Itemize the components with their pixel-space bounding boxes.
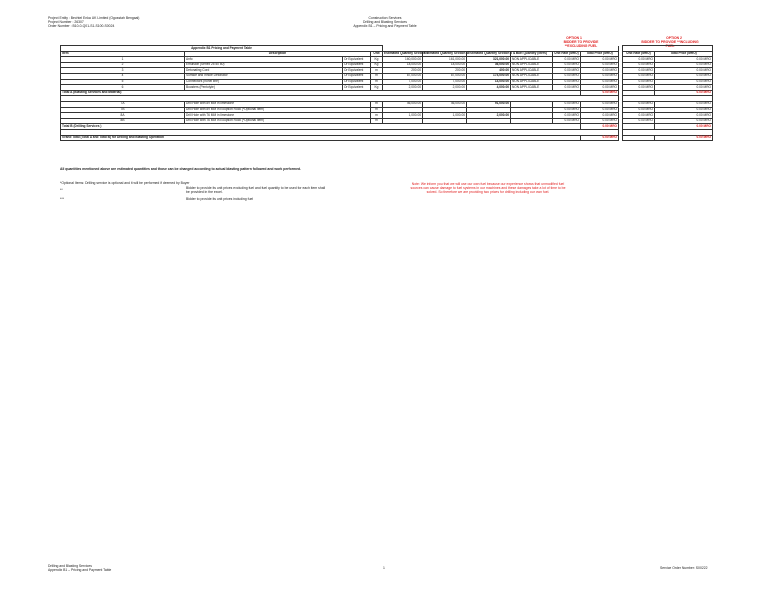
row-unit: m [371, 79, 383, 85]
row-unit: Kg [371, 85, 383, 91]
row-total-2: 0.00 MRO [655, 107, 713, 113]
col-unit: Unit [371, 51, 383, 57]
table-caption: Appendix B1 Pricing and Payment Table [61, 46, 383, 52]
row-fuel: NON APPLICABLE [511, 79, 553, 85]
row-unit: m [371, 101, 383, 107]
row-item: 3 [61, 68, 185, 74]
row-qty-s4: 7,000.00 [423, 79, 467, 85]
row-rate-2: 0.00 MRO [623, 73, 655, 79]
row-qty-s2: 87,000.00 [383, 73, 423, 79]
row-total-2: 0.00 MRO [655, 101, 713, 107]
row-qty-s4: 18,000.00 [423, 62, 467, 68]
row-unit: m [371, 107, 383, 113]
note-optional-items: *Optional Items: Drilling service is optional and it will be performed if deemed by Buyer [60, 181, 190, 185]
row-qty-s2: 160,000.00 [383, 57, 423, 63]
row-description: Connectors (nonel line) [185, 79, 343, 85]
page-number: 1 [383, 566, 385, 570]
order-number: Order Number : B10-0-Q01-S1-S100-S0024 [48, 24, 115, 28]
footer-subtitle: Appendix B1 – Pricing and Payment Table [48, 568, 112, 572]
row-item: 8A [61, 113, 185, 119]
option-1-title: OPTION 1 [566, 36, 582, 40]
row-description: Emulsion (Senex 25 50 60) [185, 62, 343, 68]
row-rate-2: 0.00 MRO [623, 107, 655, 113]
row-rate-2: 0.00 MRO [623, 68, 655, 74]
row-rate-1: 0.00 MRO [553, 118, 581, 124]
row-equivalent: Or Equivalent [343, 85, 371, 91]
note-3-mark: *** [60, 197, 64, 201]
option-2-subtitle: BIDDER TO PROVIDE **INCLUDING FUEL [641, 40, 699, 48]
row-qty-s4: 46,000.00 [423, 101, 467, 107]
row-item: 7B [61, 107, 185, 113]
row-qty-s24: 2,000.00 [467, 113, 511, 119]
footer-order-number: Service Order Number: S00222 [660, 566, 708, 570]
row-fuel: NON APPLICABLE [511, 73, 553, 79]
row-rate-1: 0.00 MRO [553, 62, 581, 68]
col-qty-s24: Estimated Quantity Section 2 & 4 [468, 51, 518, 56]
row-rate-1: 0.00 MRO [553, 79, 581, 85]
row-total-1: 0.00 MRO [581, 113, 619, 119]
row-qty-s4: 200.00 [423, 68, 467, 74]
total-a-price-2: 0.00 MRO [655, 90, 713, 96]
row-qty-s24: 174,000.00 [467, 73, 511, 79]
row-qty-s2: 200.00 [383, 68, 423, 74]
option-1-subtitle: BIDDER TO PROVIDE **EXCLUDING FUEL [563, 40, 599, 48]
row-fuel: NON APPLICABLE [511, 57, 553, 63]
col-total-1: Total Price (MRO) [581, 51, 619, 57]
row-equivalent: Or Equivalent [343, 62, 371, 68]
grand-total-label: Grand Total (Total A and Total B) for Drilling and Blasting Operation [61, 135, 581, 141]
row-item: 4 [61, 73, 185, 79]
row-fuel: NON APPLICABLE [511, 85, 553, 91]
note-quantities: All quantities mentioned above are estimated quantities and those can be changed according to actual blasting pattern followed and work performed. [60, 167, 301, 171]
project-entity: Project Entity : Bechtel Enka UK Limited (Ogosstah Bengaal) [48, 16, 140, 20]
total-b-label: Total B (Drilling Services ) [61, 124, 581, 130]
row-rate-2: 0.00 MRO [623, 85, 655, 91]
col-description: Description [185, 51, 371, 57]
row-total-2: 0.00 MRO [655, 68, 713, 74]
row-description: Drill Hole with 76 MM in limestone [185, 113, 371, 119]
row-qty-s2: 2,000.00 [383, 85, 423, 91]
row-description: Detonating Cord [185, 68, 343, 74]
row-total-1: 0.00 MRO [581, 73, 619, 79]
total-b-price-2: 0.00 MRO [655, 124, 713, 130]
row-total-1: 0.00 MRO [581, 62, 619, 68]
row-total-2: 0.00 MRO [655, 62, 713, 68]
row-total-1: 0.00 MRO [581, 85, 619, 91]
row-qty-s24: 321,000.00 [467, 57, 511, 63]
row-qty-s24: 36,000.00 [467, 62, 511, 68]
row-description: Drill Hole with 76 MM in Ecuption Rock (*Optional Item) [185, 118, 371, 124]
row-item: 6 [61, 85, 185, 91]
total-a-label: Total A (Blasting Services and Material) [61, 90, 581, 96]
row-qty-s4: 2,000.00 [423, 85, 467, 91]
row-total-2: 0.00 MRO [655, 73, 713, 79]
row-rate-2: 0.00 MRO [623, 62, 655, 68]
row-qty-s2: 18,000.00 [383, 62, 423, 68]
row-description: Drill Hole with 89 MM in limestone [185, 101, 371, 107]
row-qty-s24: 14,000.00 [467, 79, 511, 85]
col-fuel: Fuel Quantity (liters) [511, 51, 553, 57]
row-rate-1: 0.00 MRO [553, 57, 581, 63]
row-equivalent: Or Equivalent [343, 68, 371, 74]
row-description: Surface and Inhole Detonator [185, 73, 343, 79]
row-description: Anfo [185, 57, 343, 63]
col-rate-1: Unit Rate (MRO) [554, 51, 579, 56]
row-item: 7A [61, 101, 185, 107]
option-2-title: OPTION 2 [666, 36, 682, 40]
footer-title: Drilling and Blasting Services [48, 564, 92, 568]
note-fuel-warning: Note: We inform you that we will use our own fuel because our experience shows that unmodified fuel sources can cause damage to fuel systems in our machines and these damages take a lot of time to be solved. So therefore we are providing two prices for drilling including our own fuel. [410, 182, 566, 194]
header-center-3: Appendix B1 – Pricing and Payment Table [353, 24, 417, 28]
row-qty-s2: 1,000.00 [383, 113, 423, 119]
row-total-1: 0.00 MRO [581, 101, 619, 107]
col-item: Item [61, 51, 185, 57]
row-item: 1 [61, 57, 185, 63]
row-total-1: 0.00 MRO [581, 118, 619, 124]
row-unit: m [371, 73, 383, 79]
col-qty-s4: Estimated Quantity Section 4 [424, 51, 469, 56]
row-total-2: 0.00 MRO [655, 118, 713, 124]
row-qty-s2: 7,000.00 [383, 79, 423, 85]
row-unit: m [371, 113, 383, 119]
row-item: 2 [61, 62, 185, 68]
row-total-1: 0.00 MRO [581, 57, 619, 63]
row-rate-1: 0.00 MRO [553, 73, 581, 79]
project-number: Project Number : 26307 [48, 20, 84, 24]
row-rate-1: 0.00 MRO [553, 101, 581, 107]
row-total-2: 0.00 MRO [655, 113, 713, 119]
row-rate-1: 0.00 MRO [553, 68, 581, 74]
row-qty-s4: 1,000.00 [423, 113, 467, 119]
row-item: 5 [61, 79, 185, 85]
col-qty-s2: Estimated Quantity Section 2 [384, 51, 429, 56]
row-fuel: NON APPLICABLE [511, 68, 553, 74]
row-description: Drill Hole with 89 MM in Ecuption Rock (*Optional Item) [185, 107, 371, 113]
row-qty-s2: 46,000.00 [383, 101, 423, 107]
header-center-2: Drilling and Blasting Services [363, 20, 407, 24]
row-total-2: 0.00 MRO [655, 57, 713, 63]
col-total-2: Total Price (MRO) [655, 51, 713, 57]
row-rate-1: 0.00 MRO [553, 85, 581, 91]
row-qty-s24: 4,000.00 [467, 85, 511, 91]
row-total-1: 0.00 MRO [581, 79, 619, 85]
row-rate-2: 0.00 MRO [623, 113, 655, 119]
row-equivalent: Or Equivalent [343, 73, 371, 79]
row-total-2: 0.00 MRO [655, 85, 713, 91]
row-qty-s24: 400.00 [467, 68, 511, 74]
row-rate-1: 0.00 MRO [553, 107, 581, 113]
total-a-price-1: 0.00 MRO [581, 90, 619, 96]
row-unit: m [371, 118, 383, 124]
row-rate-1: 0.00 MRO [553, 113, 581, 119]
note-excluding-fuel: Bidder to provide its unit prices excluding fuel and fuel quantity to be used for each item shall be provided in the excel. [186, 186, 326, 194]
row-qty-s4: 161,000.00 [423, 57, 467, 63]
row-total-2: 0.00 MRO [655, 79, 713, 85]
grand-total-row [61, 135, 713, 141]
pricing-table [60, 45, 713, 141]
row-equivalent: Or Equivalent [343, 57, 371, 63]
row-rate-2: 0.00 MRO [623, 118, 655, 124]
header-center-1: Construction Services [368, 16, 402, 20]
row-unit: m [371, 68, 383, 74]
total-b-price-1: 0.00 MRO [581, 124, 619, 130]
row-total-1: 0.00 MRO [581, 107, 619, 113]
grand-total-price-1: 0.00 MRO [581, 135, 619, 141]
row-qty-s24: 91,000.00 [467, 101, 511, 107]
row-fuel: NON APPLICABLE [511, 62, 553, 68]
row-description: Boosters (Pentolyte) [185, 85, 343, 91]
row-unit: Kg [371, 62, 383, 68]
note-including-fuel: Bidder to provide its unit prices including fuel [186, 197, 254, 201]
col-rate-2: Unit Rate (MRO) [623, 51, 655, 57]
row-item: 8B [61, 118, 185, 124]
row-rate-2: 0.00 MRO [623, 79, 655, 85]
row-rate-2: 0.00 MRO [623, 57, 655, 63]
row-unit: Kg [371, 57, 383, 63]
grand-total-price-2: 0.00 MRO [655, 135, 713, 141]
row-qty-s4: 87,000.00 [423, 73, 467, 79]
row-rate-2: 0.00 MRO [623, 101, 655, 107]
row-total-1: 0.00 MRO [581, 68, 619, 74]
row-equivalent: Or Equivalent [343, 79, 371, 85]
note-2-mark: ** [60, 188, 63, 192]
